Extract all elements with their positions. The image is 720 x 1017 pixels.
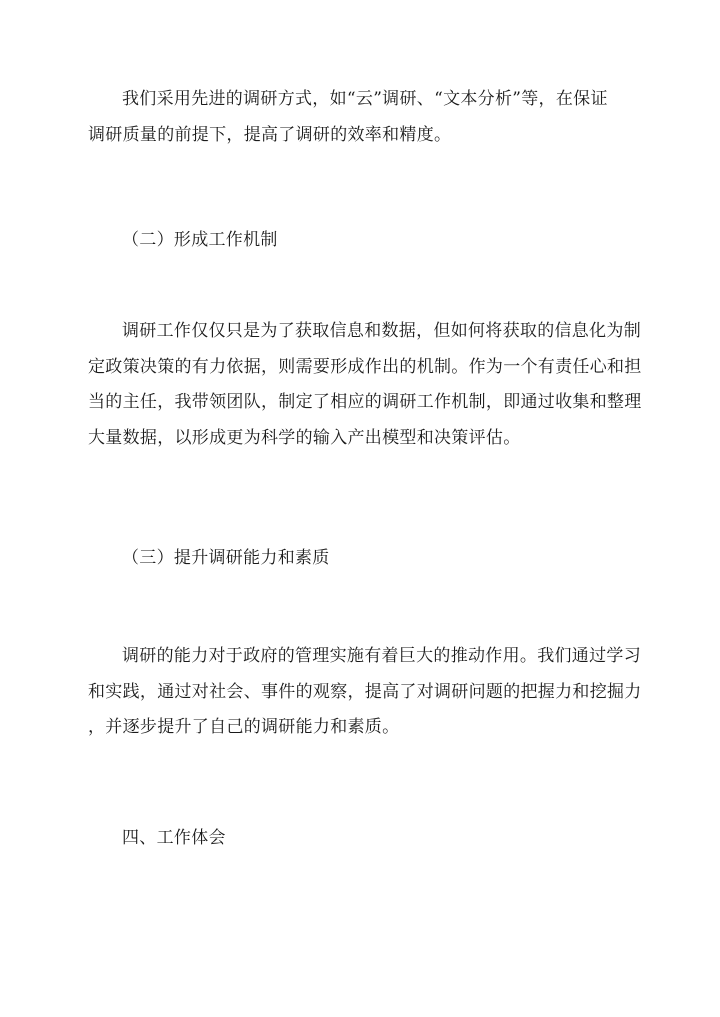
text-line: 调研工作仅仅只是为了获取信息和数据，但如何将获取的信息化为制 [122, 321, 641, 341]
section-heading-research-ability [88, 541, 636, 577]
paragraph-research-methods [88, 82, 636, 153]
text-line: 定政策决策的有力依据，则需要形成作出的机制。作为一个有责任心和担 [88, 356, 642, 377]
paragraph-work-mechanism [88, 314, 642, 457]
text-line: 和实践，通过对社会、事件的观察，提高了对调研问题的把握力和挖掘力 [88, 681, 642, 702]
paragraph-research-ability [88, 639, 642, 746]
text-line: 调研质量的前提下，提高了调研的效率和精度。 [88, 124, 452, 145]
text-line: ，并逐步提升了自己的调研能力和素质。 [88, 717, 400, 738]
section-heading-work-mechanism [88, 223, 636, 259]
heading-text: （二）形成工作机制 [122, 230, 278, 250]
section-heading-work-experience [88, 821, 636, 857]
heading-text: （三）提升调研能力和素质 [122, 548, 330, 568]
text-line: 大量数据，以形成更为科学的输入产出模型和决策评估。 [88, 428, 521, 449]
text-line: 当的主任，我带领团队，制定了相应的调研工作机制，即通过收集和整理 [88, 392, 642, 413]
heading-text: 四、工作体会 [122, 828, 226, 848]
text-line: 我们采用先进的调研方式，如“云”调研、“文本分析”等，在保证 [122, 89, 608, 109]
text-line: 调研的能力对于政府的管理实施有着巨大的推动作用。我们通过学习 [122, 646, 641, 666]
